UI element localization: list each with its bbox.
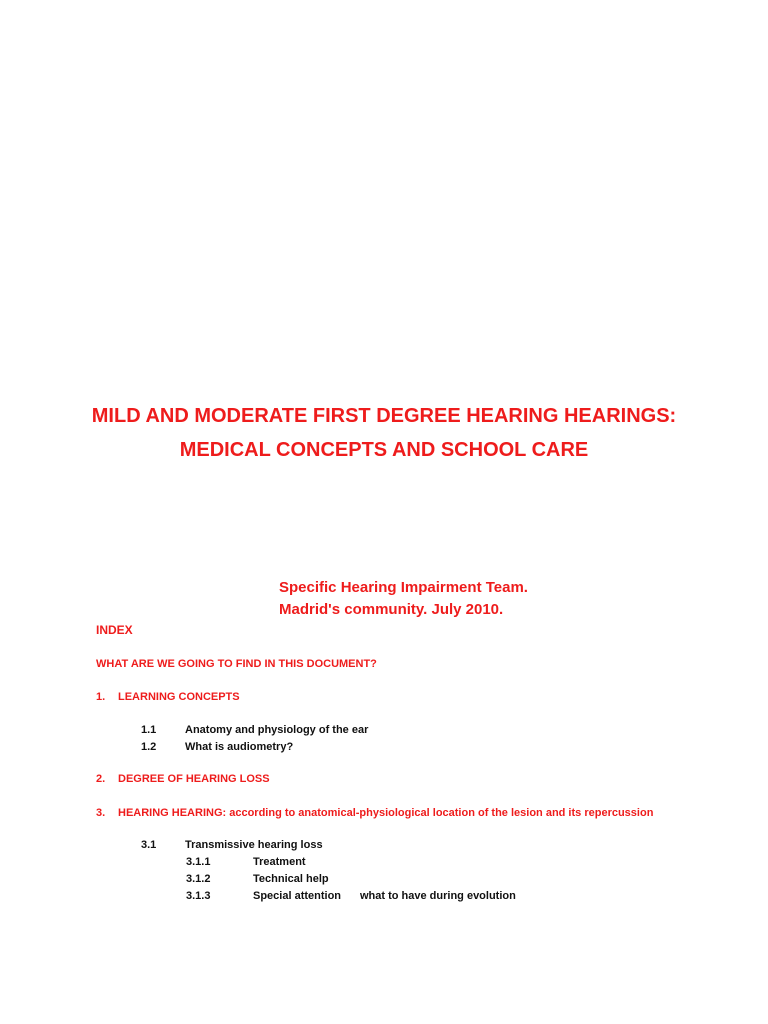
- subsection-label: What is audiometry?: [185, 741, 294, 753]
- index-intro-label: WHAT ARE WE GOING TO FIND IN THIS DOCUMENT?: [96, 658, 377, 670]
- section-number: 1.: [96, 691, 106, 703]
- section-number: 2.: [96, 773, 106, 785]
- section-label: LEARNING CONCEPTS: [118, 691, 240, 703]
- subsection-label: Anatomy and physiology of the ear: [185, 724, 369, 736]
- item-number: 3.1.2: [186, 873, 211, 885]
- item-number: 3.1.1: [186, 856, 211, 868]
- document-title-line-1: MILD AND MODERATE FIRST DEGREE HEARING HEARINGS:: [91, 405, 677, 427]
- subsection-number: 1.2: [141, 741, 157, 753]
- author-team-line: Specific Hearing Impairment Team.: [279, 579, 528, 596]
- subsection-label: Transmissive hearing loss: [185, 839, 323, 851]
- item-number: 3.1.3: [186, 890, 211, 902]
- section-number: 3.: [96, 807, 106, 819]
- section-label: DEGREE OF HEARING LOSS: [118, 773, 270, 785]
- item-label: Technical help: [253, 873, 329, 885]
- item-label: Treatment: [253, 856, 306, 868]
- place-date-line: Madrid's community. July 2010.: [279, 601, 504, 618]
- index-heading: INDEX: [96, 623, 133, 637]
- item-label: Special attention: [253, 890, 342, 902]
- section-label: HEARING HEARING: according to anatomical-physiological location of the lesion and its repercussion: [118, 807, 654, 819]
- item-note: what to have during evolution: [360, 890, 516, 902]
- subsection-number: 1.1: [141, 724, 157, 736]
- document-title-line-2: MEDICAL CONCEPTS AND SCHOOL CARE: [179, 439, 589, 461]
- subsection-number: 3.1: [141, 839, 157, 851]
